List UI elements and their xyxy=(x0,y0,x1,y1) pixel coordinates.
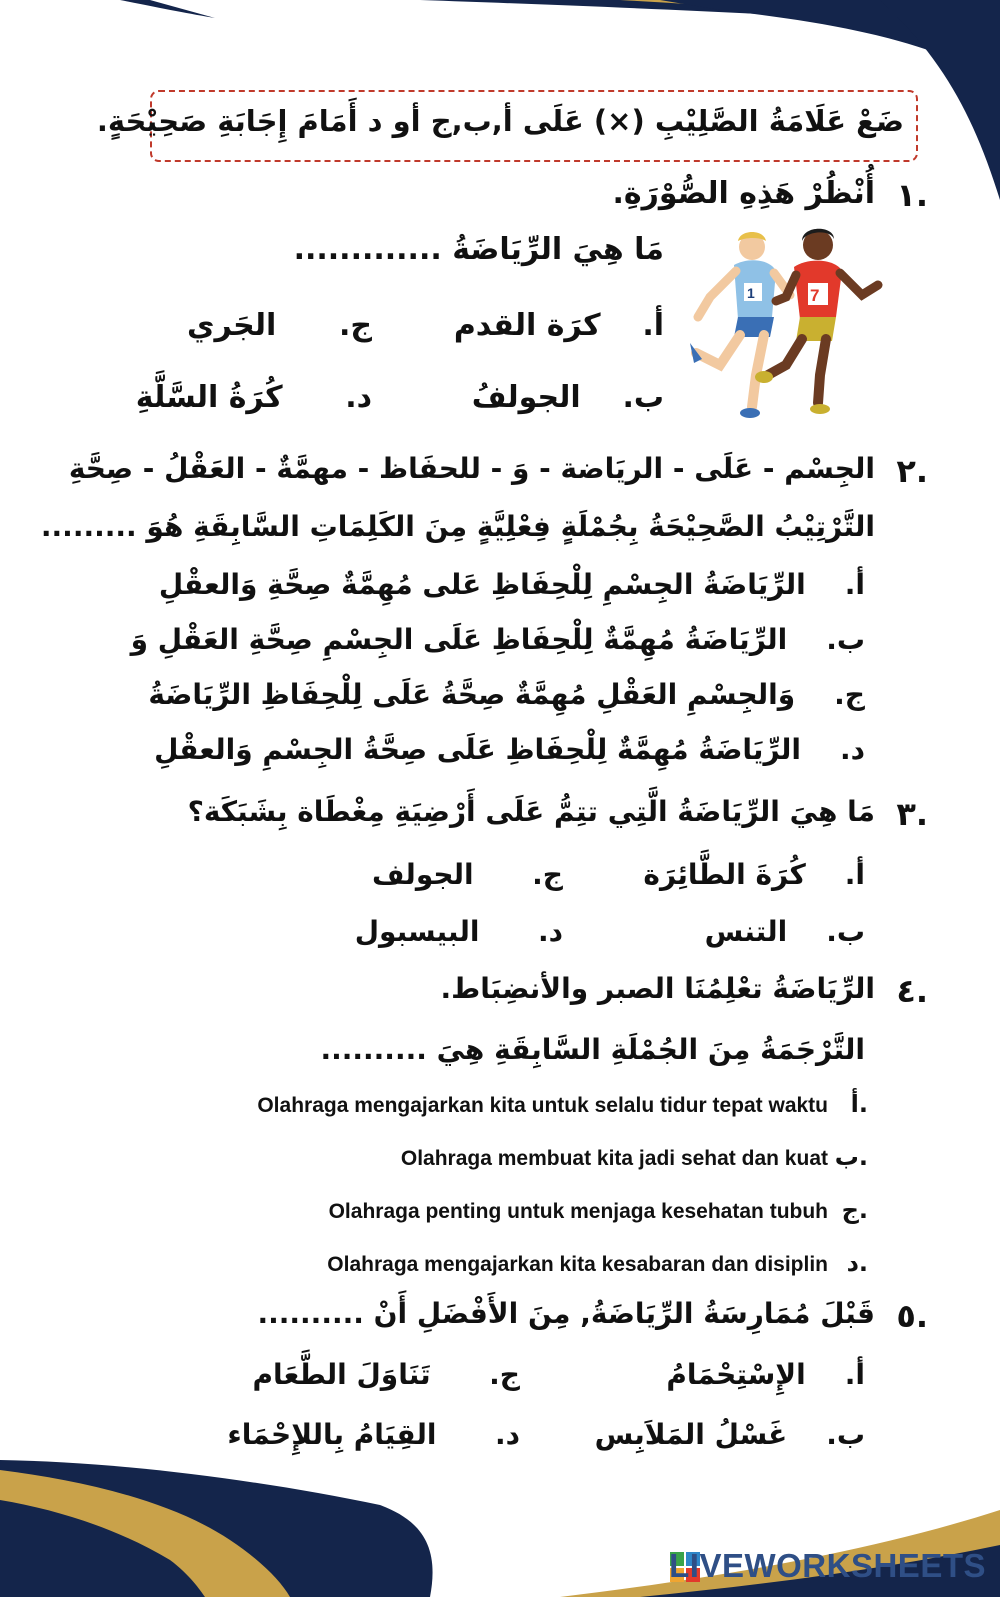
option-letter: أ. xyxy=(642,308,664,343)
q1-subtext: مَا هِيَ الرِّيَاضَةُ ............. xyxy=(293,232,664,267)
option-text: القِيَامُ بِاللإِحْمَاء xyxy=(227,1418,437,1451)
q5-option-b[interactable] xyxy=(595,1418,865,1451)
option-letter: أ. xyxy=(844,858,865,891)
q2-subtext: التَّرْتِيْبُ الصَّحِيْحَةُ بِجُمْلَةٍ فِعْلِيَّةٍ مِنَ الكَلِمَاتِ السَّابِقَةِ هُوَ ......... xyxy=(40,510,875,543)
q2-option-d[interactable] xyxy=(154,733,865,766)
option-letter: ج. xyxy=(532,858,563,891)
option-text: تَنَاوَلَ الطَّعَام xyxy=(252,1358,431,1391)
q4-text: الرِّيَاضَةُ تعْلِمُنَا الصبر والأنضِبَاط. xyxy=(440,972,875,1005)
q4-option-a-letter: .أ xyxy=(850,1090,868,1118)
q4-option-c[interactable]: Olahraga penting untuk menjaga kesehatan tubuh xyxy=(328,1200,828,1223)
q4-option-d-letter: .د xyxy=(846,1249,868,1277)
option-text: الإِسْتِحْمَامُ xyxy=(666,1358,806,1391)
option-letter: ب. xyxy=(826,915,865,948)
q1-option-b[interactable] xyxy=(472,380,664,415)
liveworksheets-logo[interactable]: LIVEWORKSHEETS xyxy=(669,1547,986,1584)
q3-option-c[interactable] xyxy=(372,858,563,891)
q2-text: الجِسْم - عَلَى - الريَاضة - وَ - للحفَاظ - مهمَّةٌ - العَقْلُ - صِحَّةِ xyxy=(68,452,875,485)
option-letter: ب. xyxy=(826,1418,865,1451)
q1-number: .١ xyxy=(896,176,928,214)
q5-option-c[interactable] xyxy=(253,1358,520,1391)
option-text: الرِّيَاضَةُ الجِسْمِ لِلْحِفَاظِ عَلى مُهِمَّةٌ صِحَّةِ وَالعقْلِ xyxy=(158,568,806,601)
q4-option-a[interactable]: Olahraga mengajarkan kita untuk selalu tidur tepat waktu xyxy=(257,1094,828,1117)
option-letter: د. xyxy=(494,1418,520,1451)
option-text: وَالجِسْمِ العَقْلِ مُهِمَّةٌ صِحَّةُ عَلَى لِلْحِفَاظِ الرِّيَاضَةُ xyxy=(148,678,796,711)
q3-number: .٣ xyxy=(896,795,928,833)
q2-number: .٢ xyxy=(896,452,928,490)
option-letter: ب. xyxy=(826,623,865,656)
option-text: كُرَةَ الطَّائِرَة xyxy=(643,858,806,891)
q4-option-b[interactable]: Olahraga membuat kita jadi sehat dan kuat xyxy=(400,1147,828,1170)
option-letter: ج. xyxy=(489,1358,520,1391)
option-letter: د. xyxy=(839,733,865,766)
q3-option-a[interactable] xyxy=(643,858,865,891)
option-letter: ج. xyxy=(338,308,372,343)
q3-option-d[interactable] xyxy=(355,915,563,948)
option-letter: ب. xyxy=(622,380,664,415)
runner-blue-illustration xyxy=(690,232,790,418)
option-text: كُرَةُ السَّلَّةِ xyxy=(135,380,283,415)
bib-number-7: 7 xyxy=(810,286,820,305)
q1-text: أُنْظُرْ هَذِهِ الصُّوْرَةِ. xyxy=(612,176,875,211)
q4-option-b-letter: .ب xyxy=(834,1143,868,1171)
q3-option-b[interactable] xyxy=(705,915,865,948)
option-letter: ج. xyxy=(834,678,865,711)
q5-text: قَبْلَ مُمَارِسَةُ الرِّيَاضَةُ, مِنَ الأَفْضَلِ أَنْ .......... xyxy=(257,1297,875,1330)
option-text: الجَري xyxy=(186,308,277,343)
q4-option-c-letter: .ج xyxy=(841,1196,868,1224)
instruction-text: ضَعْ عَلَامَةُ الصَّلِيْبِ (×) عَلَى أ,ب,ج أو د أَمَامَ إِجَابَةِ صَحِيْحَةٍ. xyxy=(96,104,904,138)
option-text: البيسبول xyxy=(354,915,480,948)
bib-number-1: 1 xyxy=(747,285,755,301)
q5-number: .٥ xyxy=(896,1297,928,1335)
q2-option-c[interactable] xyxy=(148,678,865,711)
option-text: الرِّيَاضَةُ مُهِمَّةٌ لِلْحِفَاظِ عَلَى الجِسْمِ صِحَّةِ العَقْلِ وَ xyxy=(130,623,788,656)
option-text: غَسْلُ المَلاَبِس xyxy=(594,1418,788,1451)
q1-option-a[interactable] xyxy=(454,308,664,343)
q3-text: مَا هِيَ الرِّيَاضَةُ الَّتِي تتِمُّ عَلَى أَرْضِيَةِ مِغْطَاة بِشَبَكَة؟ xyxy=(187,795,875,828)
option-text: الرِّيَاضَةُ مُهِمَّةٌ لِلْحِفَاظِ عَلَى صِحَّةُ الجِسْمِ وَالعقْلِ xyxy=(154,733,801,766)
q2-option-a[interactable] xyxy=(159,568,865,601)
q4-number: .٤ xyxy=(896,972,928,1010)
q1-option-d[interactable] xyxy=(136,380,372,415)
option-text: التنس xyxy=(704,915,788,948)
option-letter: أ. xyxy=(844,568,865,601)
q5-option-a[interactable] xyxy=(666,1358,865,1391)
q2-option-b[interactable] xyxy=(131,623,865,656)
option-letter: د. xyxy=(345,380,372,415)
q4-option-d[interactable]: Olahraga mengajarkan kita kesabaran dan disiplin xyxy=(327,1253,828,1276)
q1-option-c[interactable] xyxy=(187,308,372,343)
instruction-box xyxy=(96,90,918,162)
option-letter: أ. xyxy=(844,1358,865,1391)
q4-subtext: التَّرْجَمَةُ مِنَ الجُمْلَةِ السَّابِقَةِ هِيَ .......... xyxy=(320,1033,865,1066)
option-text: كرَة القدم xyxy=(453,308,601,343)
option-letter: د. xyxy=(537,915,563,948)
option-text: الجولفُ xyxy=(471,380,581,415)
option-text: الجولف xyxy=(371,858,474,891)
runners-image xyxy=(690,225,890,430)
q5-option-d[interactable] xyxy=(227,1418,520,1451)
runner-red-illustration xyxy=(755,229,878,414)
